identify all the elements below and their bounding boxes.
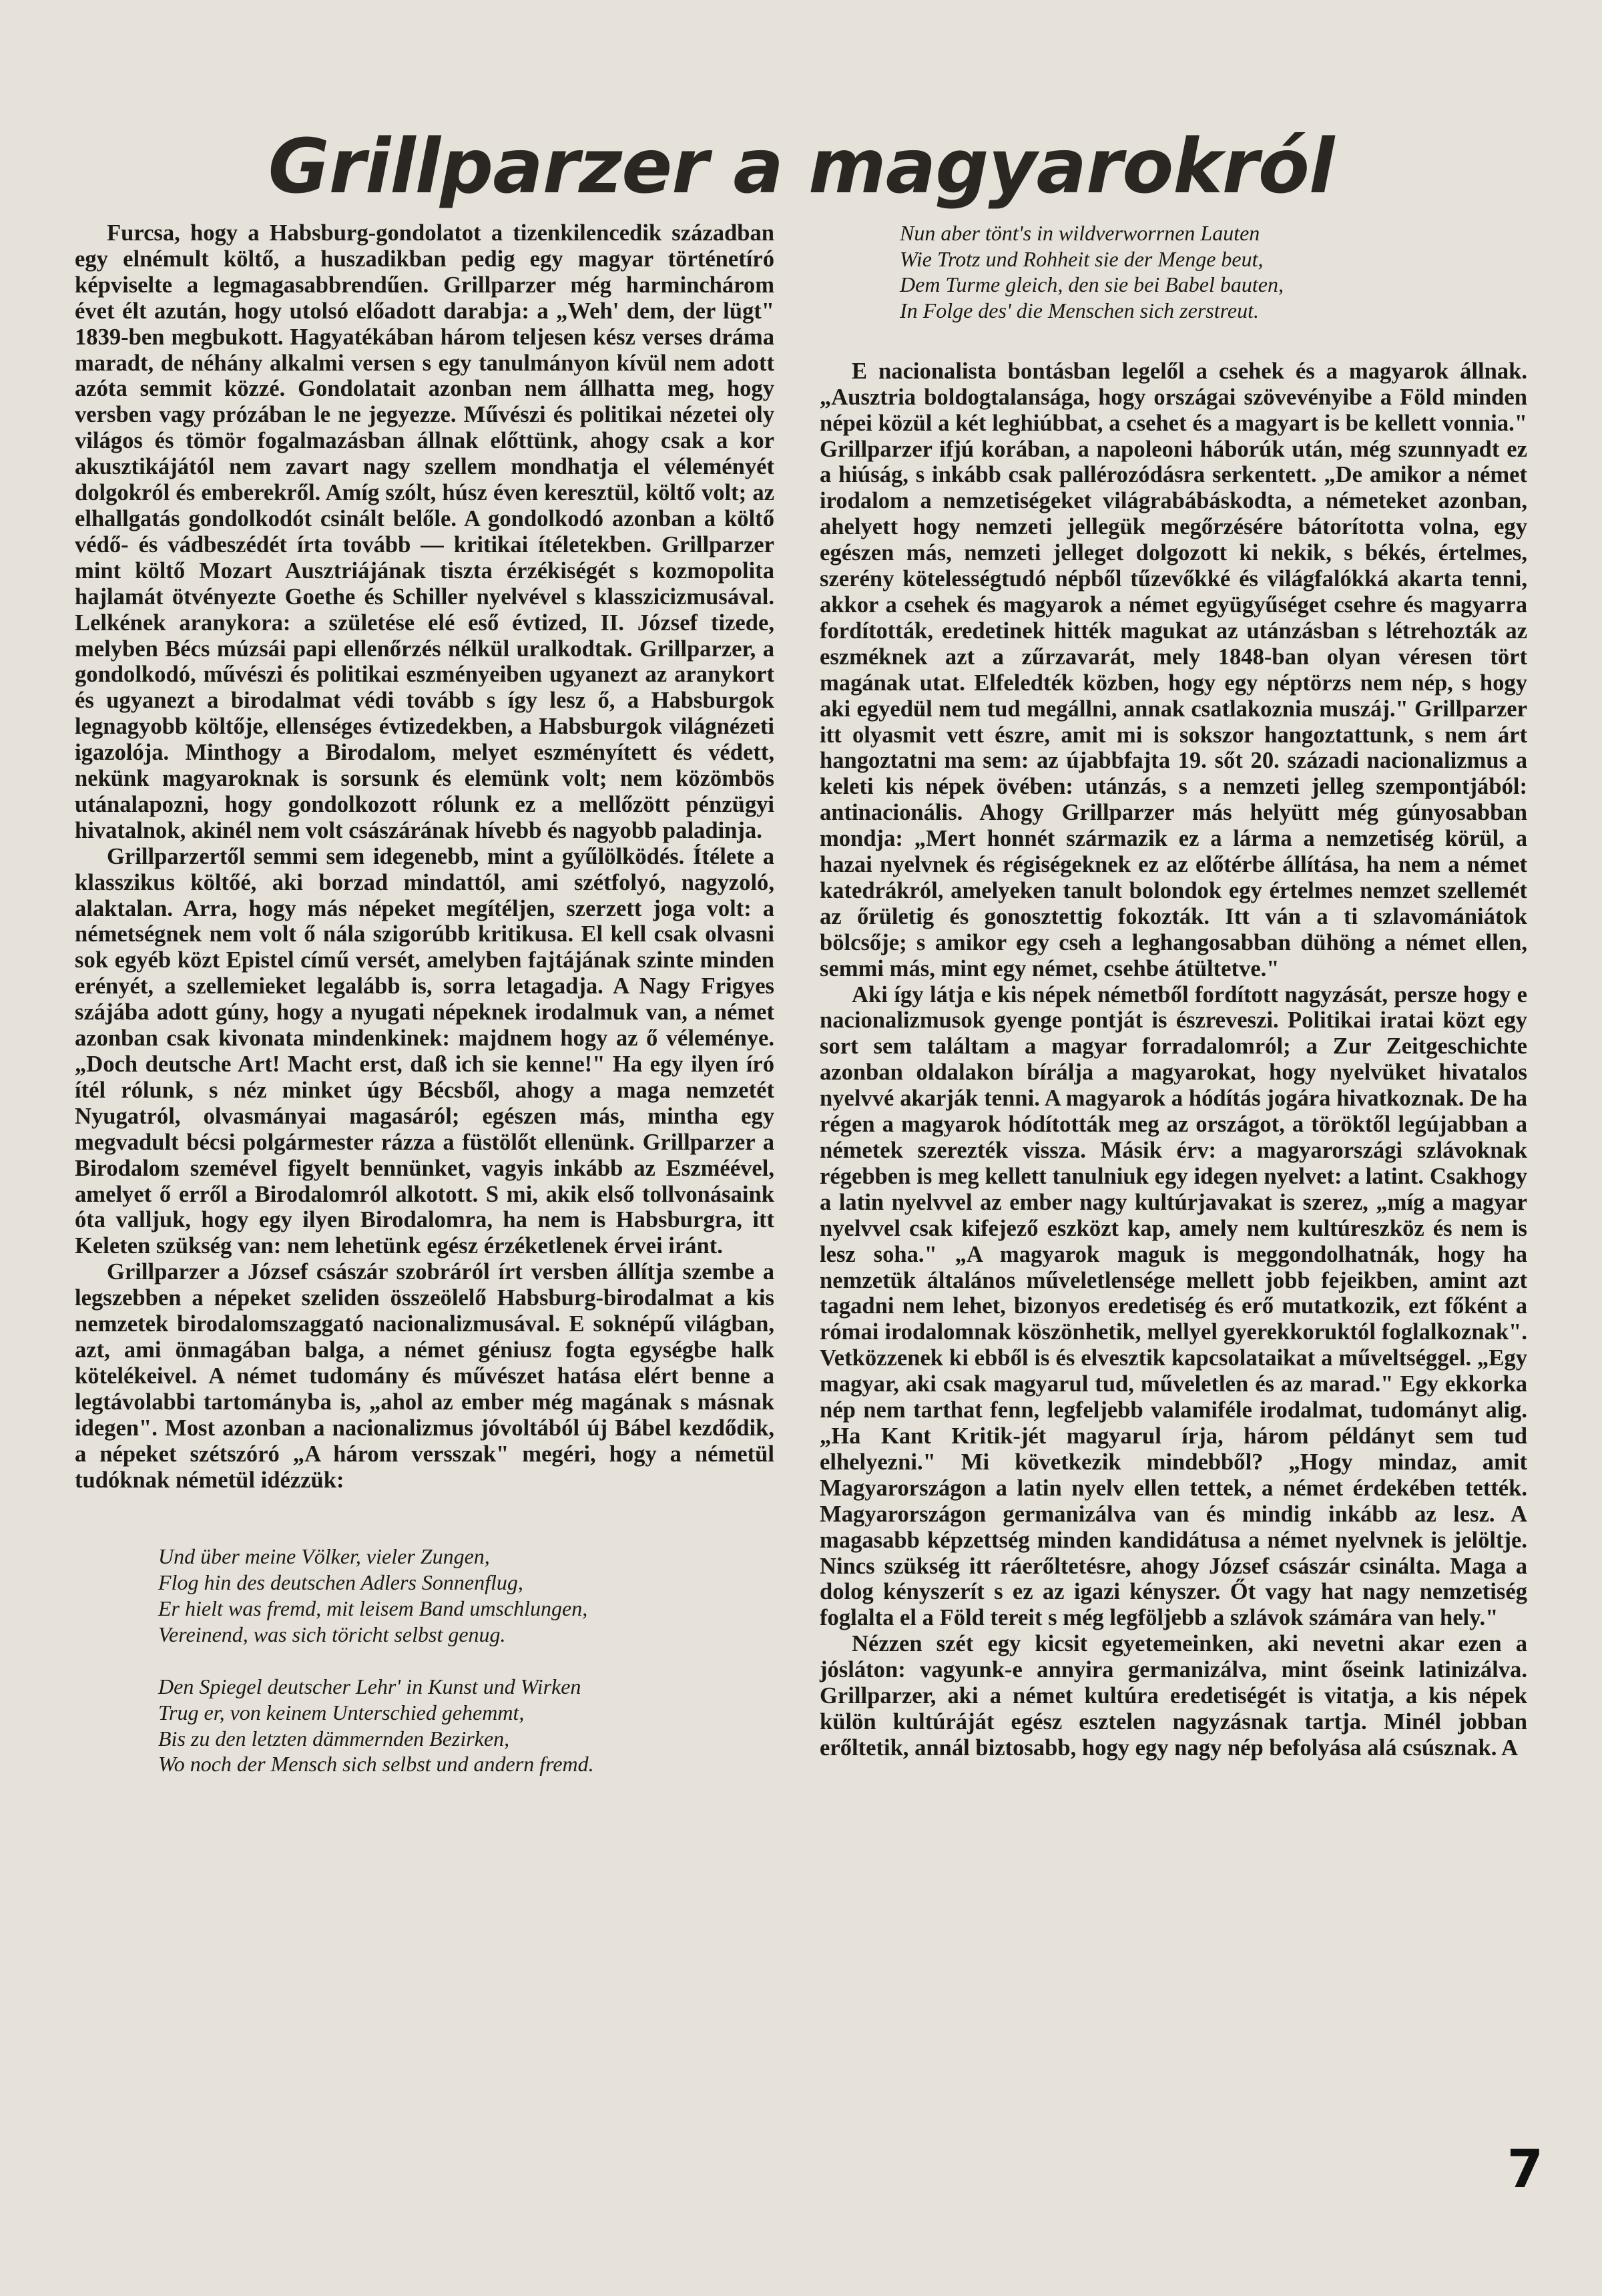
verse-line: Trug er, von keinem Unterschied gehemmt, [158,1700,525,1725]
verse-line: Flog hin des deutschen Adlers Sonnenflug, [158,1570,523,1595]
body-paragraph: Aki így látja e kis népek németből fordított nagyzását, persze hogy e nacionalizmusok gyenge pontját is észreveszi. Politikai iratai közt egy sort sem találtam a magyar forradalomról; a Zur Zeitgeschichte azonban oldalakon bírálja a magyarokat, hogy nyelvüket hivatalos nyelvvé akarják tenni. A magyarok a hódítás jogára hivatkoznak. De ha régen a magyarok hódították meg az országot, a töröktől legújabban a németek szerezték vissza. Másik érv: a magyarországi szlávoknak régebben is meg kellett tanulniuk egy idegen nyelvet: a latint. Csakhogy a latin nyelvvel az ember nagy kultúrjavakat is szerez, „míg a magyar nyelvvel csak kifejező eszközt kap, amely nem kultúreszköz és nem is lesz soha." „A magyarok maguk is meggondolhatnák, hogy ha nemzetük általános műveletlensége mellett jobb fejeikben, amint azt tagadni nem lehet, bizonyos eredetiség és erő mutatkozik, ezt főként a római irodalomnak köszönhetik, mellyel gyerekkoruktól foglalkoznak". Vetközzenek ki ebből is és elvesztik kapcsolataikat a műveltséggel. „Egy magyar, aki csak magyarul tud, műveletlen és az marad." Egy ekkorka nép nem tarthat fenn, legfeljebb valamiféle irodalmat, tudományt alig. „Ha Kant Kritik-jét magyarul írja, három példányt sem tud elhelyezni." Mi következik mindebből? „Hogy mindaz, amit Magyarországon a latin nyelv ellen tettek, a német érdekében tették. Magyarországon germanizálva van és mindig inkább az lesz. A magasabb képzettség minden kandidátusa a német nyelvnek is jelöltje. Nincs szükség itt ráerőltetésre, ahogy József császár csinálta. Maga a dolog kényszerít s ez az igazi kényszer. Őt vagy hat nagy nemzetiség foglalta el a Föld tereit s még legföljebb a szlávok számára van hely." [820,981,1527,1631]
verse-line: In Folge des' die Menschen sich zerstreut. [900,298,1259,323]
verse-quote [158,1544,774,1777]
verse-line: Den Spiegel deutscher Lehr' in Kunst und Wirken [158,1674,581,1699]
verse-line: Und über meine Völker, vieler Zungen, [158,1544,490,1569]
verse-line: Wie Trotz und Rohheit sie der Menge beut, [900,246,1264,271]
verse-stanza [158,1674,774,1777]
article-title: Grillparzer a magyarokról [268,124,1334,210]
verse-line: Er hielt was fremd, mit leisem Band umschlungen, [158,1596,588,1620]
body-paragraph: E nacionalista bontásban legelől a csehek és a magyarok állnak. „Ausztria boldogtalansága, hogy országai szövevényibe a Föld minden népei közül a két leghiúbbat, a csehet és a magyart is be kellett vonnia." Grillparzer ifjú korában, a napoleoni háborúk után, még szunnyadt ez a hiúság, s inkább csak pallérozódásra serkentett. „De amikor a német irodalom a nemzetiségeket világrabábáskodta, a németeket azonban, ahelyett hogy nemzeti jellegük megőrzésére bátorította volna, egy egészen más, nemzeti jelleget dolgozott ki nekik, s békés, értelmes, szerény kötelességtudó népből tűzevőkké és világfalókká akarta tenni, akkor a csehek és magyarok a német együgyűséget csehre és magyarra fordították, eredetinek hitték magukat az utánzásban s létrehozták az eszméknek azt a zűrzavarát, mely 1848-ban olyan véresen tört magának utat. Elfeledték közben, hogy egy néptörzs nem nép, s hogy aki egyedül nem tud megállni, annak csatlakoznia muszáj." Grillparzer itt olyasmit vett észre, amit mi is sokszor hangoztattunk, s nem árt hangoztatni ma sem: az újabbfajta 19. sőt 20. századi nacionalizmus a keleti kis népek övében: utánzás, s a nemzeti jelleg szempontjából: antinacionális. Ahogy Grillparzer más helyütt még gúnyosabban mondja: „Mert honnét származik ez a lárma a nemzetiség körül, a hazai nyelvnek és régiségeknek ez az előtérbe állítása, ha nem a német katedrákról, amelyeken tanult bolondok egy értelmes nemzet szellemét az őrületig és gonosztettig fokozták. Itt ván a ti szlavomániátok bölcsője; s amikor egy cseh a leghangosabban dühöng a német ellen, semmi más, mint egy német, csehbe átültetve." [820,358,1527,981]
left-column [75,220,774,1777]
body-paragraph: Furcsa, hogy a Habsburg-gondolatot a tizenkilencedik században egy elnémult költő, a huszadikban pedig egy magyar történetíró képviselte a legmagasabbrendűen. Grillparzer még harminchárom évet élt azután, hogy utolsó előadott darabja: a „Weh' dem, der lügt" 1839-ben megbukott. Hagyatékában három teljesen kész verses dráma maradt, de néhány alkalmi versen s egy tanulmányon kívül nem adott azóta semmit közzé. Gondolatait azonban nem állhatta meg, hogy versben vagy prózában le ne jegyezze. Művészi és politikai nézetei oly világos és tömör fogalmazásban állnak előttünk, ahogy csak a kor akusztikájától nem zavart nagy szellem mondhatja el véleményét dolgokról és emberekről. Amíg szólt, húsz éven keresztül, költő volt; az elhallgatás gondolkodót csinált belőle. A gondolkodó azonban a költő védő- és vádbeszédét írta tovább — kritikai ítéletekben. Grillparzer mint költő Mozart Ausztriájának tiszta érzékiségét s kozmopolita hajlamát ötvényezte Goethe és Schiller nyelvével s klasszicizmusával. Lelkének aranykora: a születése elé eső évtized, II. József tizede, melyben Bécs múzsái papi ellenőrzés nélkül uralkodtak. Grillparzer, a gondolkodó, művészi és politikai eszményeiben ugyanezt az aranykort és ugyanezt a birodalmat védi tovább s így lesz ő, a Habsburgok legnagyobb költője, ellenséges évtizedekben, a Habsburgok világnézeti igazolója. Minthogy a Birodalom, melyet eszményített és védett, nekünk magyaroknak is sorsunk és elemünk volt; nem közömbös utánalapozni, hogy gondolkozott rólunk ez a mellőzött pénzügyi hivatalnok, akinél nem volt császárának hívebb és nagyobb paladinja. [75,220,774,843]
verse-line: Wo noch der Mensch sich selbst und andern fremd. [158,1752,594,1777]
verse-quote [900,220,1527,324]
verse-stanza [158,1544,774,1647]
body-paragraph: Grillparzer a József császár szobráról írt versben állítja szembe a legszebben a népeket szeliden összeölelő Habsburg-birodalmat a kis nemzetek birodalomszaggató nacionalizmusával. E soknépű világban, azt, ami önmagában balga, a német géniusz fogta egységbe halk kötelékeivel. A német tudomány és művészet hatása elért benne a legtávolabbi tartományba is, „ahol az ember még magának s másnak idegen". Most azonban a nacionalizmus jóvoltából új Bábel kezdődik, a népeket szétszóró „A három versszak" megéri, hogy a németül tudóknak németül idézzük: [75,1259,774,1493]
verse-line: Bis zu den letzten dämmernden Bezirken, [158,1726,510,1751]
page-number: 7 [1507,2140,1543,2200]
verse-line: Dem Turme gleich, den sie bei Babel bauten, [900,272,1284,297]
verse-line: Vereinend, was sich töricht selbst genug. [158,1622,506,1646]
body-paragraph: Grillparzertől semmi sem idegenebb, mint a gyűlölködés. Ítélete a klasszikus költőé, aki borzad mindattól, ami szétfolyó, nagyzoló, alaktalan. Arra, hogy más népeket megítéljen, szerzett joga volt: a németségnek nem volt ő nála szigorúbb kritikusa. El kell csak olvasni sok egyéb közt Epistel című versét, amelyben fajtájának szinte minden erényét, a szellemieket legalább is, sorra letagadja. A Nagy Frigyes szájába adott gúny, hogy a nyugati népeknek irodalmuk van, a német azonban csak kivonata mindenkinek: majdnem hogy az ő véleménye. „Doch deutsche Art! Macht erst, daß ich sie kenne!" Ha egy ilyen író ítél rólunk, s néz minket úgy Bécsből, ahogy a maga nemzetét Nyugatról, olvasmányai magasáról; egészen más, mintha egy megvadult bécsi polgármester rázza a füstölőt ellenünk. Grillparzer a Birodalom szemével figyelt bennünket, vagyis inkább az Eszméével, amelyet ő erről a Birodalomról alkotott. S mi, akik első tollvonásaink óta valljuk, hogy egy ilyen Birodalomra, ha nem is Habsburgra, itt Keleten szükség van: nem lehetünk egész érzéketlenek érvei iránt. [75,843,774,1259]
right-column [820,220,1527,1761]
body-paragraph: Nézzen szét egy kicsit egyetemeinken, aki nevetni akar ezen a jósláton: vagyunk-e annyira germanizálva, mint őseink latinizálva. Grillparzer, aki a német kultúra eredetiségét is vitatja, a kis népek külön kultúráját egész esztelen nagyzásnak tartja. Minél jobban erőltetik, annál biztosabb, hogy egy nagy nép befolyása alá csúsznak. A [820,1631,1527,1761]
verse-line: Nun aber tönt's in wildverworrnen Lauten [900,221,1260,245]
